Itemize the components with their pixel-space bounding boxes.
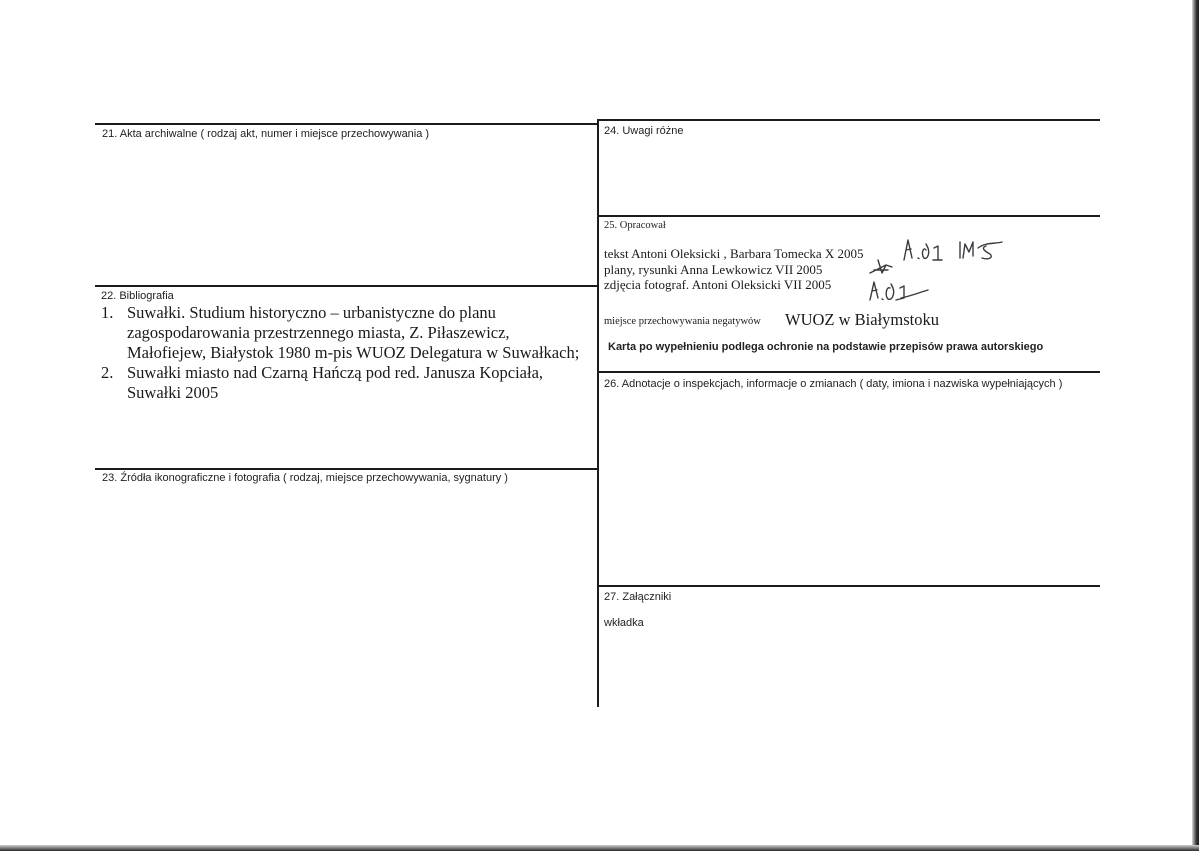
bibliography-list	[100, 303, 580, 403]
rule-top-right	[597, 119, 1100, 121]
bibliography-item-number: 1.	[101, 303, 114, 322]
section-26-label: 26. Adnotacje o inspekcjach, informacje o zmianach ( daty, imiona i nazwiska wypełniających )	[604, 378, 1063, 390]
rule-25-26	[597, 371, 1100, 373]
author-photos-line: zdjęcia fotograf. Antoni Oleksicki VII 2005	[604, 277, 832, 292]
section-27-label: 27. Załączniki	[604, 591, 672, 603]
scan-edge-right	[1192, 0, 1199, 851]
rule-center-vertical	[597, 119, 599, 707]
bibliography-item-text: Suwałki. Studium historyczno – urbanistyczne do planu zagospodarowania przestrzennego miasta, Z. Piłaszewicz, Małofiejew, Białystok 1980 m-pis WUOZ Delegatura w Suwałkach;	[127, 303, 580, 362]
handwritten-date-annotation	[866, 276, 936, 304]
scan-edge-bottom	[0, 845, 1199, 851]
rule-top-left	[95, 123, 597, 125]
attachments-value: wkładka	[604, 617, 644, 629]
bibliography-item	[100, 363, 580, 403]
negatives-location-value: WUOZ w Białymstoku	[785, 310, 939, 329]
section-22-label: 22. Bibliografia	[101, 290, 174, 302]
section-24-label: 24. Uwagi różne	[604, 125, 684, 137]
rule-26-27	[597, 585, 1100, 587]
negatives-location-label: miejsce przechowywania negatywów	[604, 316, 761, 327]
rule-21-22	[95, 285, 597, 287]
handwritten-initials-mark	[866, 256, 896, 276]
bibliography-item-number: 2.	[101, 363, 114, 382]
section-23-label: 23. Źródła ikonograficzne i fotografia ( rodzaj, miejsce przechowywania, sygnatury )	[102, 472, 508, 484]
rule-24-25	[597, 215, 1100, 217]
section-21-label: 21. Akta archiwalne ( rodzaj akt, numer i miejsce przechowywania )	[102, 128, 430, 140]
bibliography-item-text: Suwałki miasto nad Czarną Hańczą pod red. Janusza Kopciała, Suwałki 2005	[127, 363, 544, 402]
section-25-label: 25. Opracował	[604, 220, 666, 231]
copyright-notice: Karta po wypełnieniu podlega ochronie na podstawie przepisów prawa autorskiego	[608, 341, 1044, 353]
author-text-line: tekst Antoni Oleksicki , Barbara Tomecka X 2005	[604, 246, 864, 261]
author-drawings-line: plany, rysunki Anna Lewkowicz VII 2005	[604, 262, 823, 277]
handwritten-date-annotation	[900, 234, 1010, 266]
bibliography-item	[100, 303, 580, 363]
rule-22-23	[95, 468, 597, 470]
